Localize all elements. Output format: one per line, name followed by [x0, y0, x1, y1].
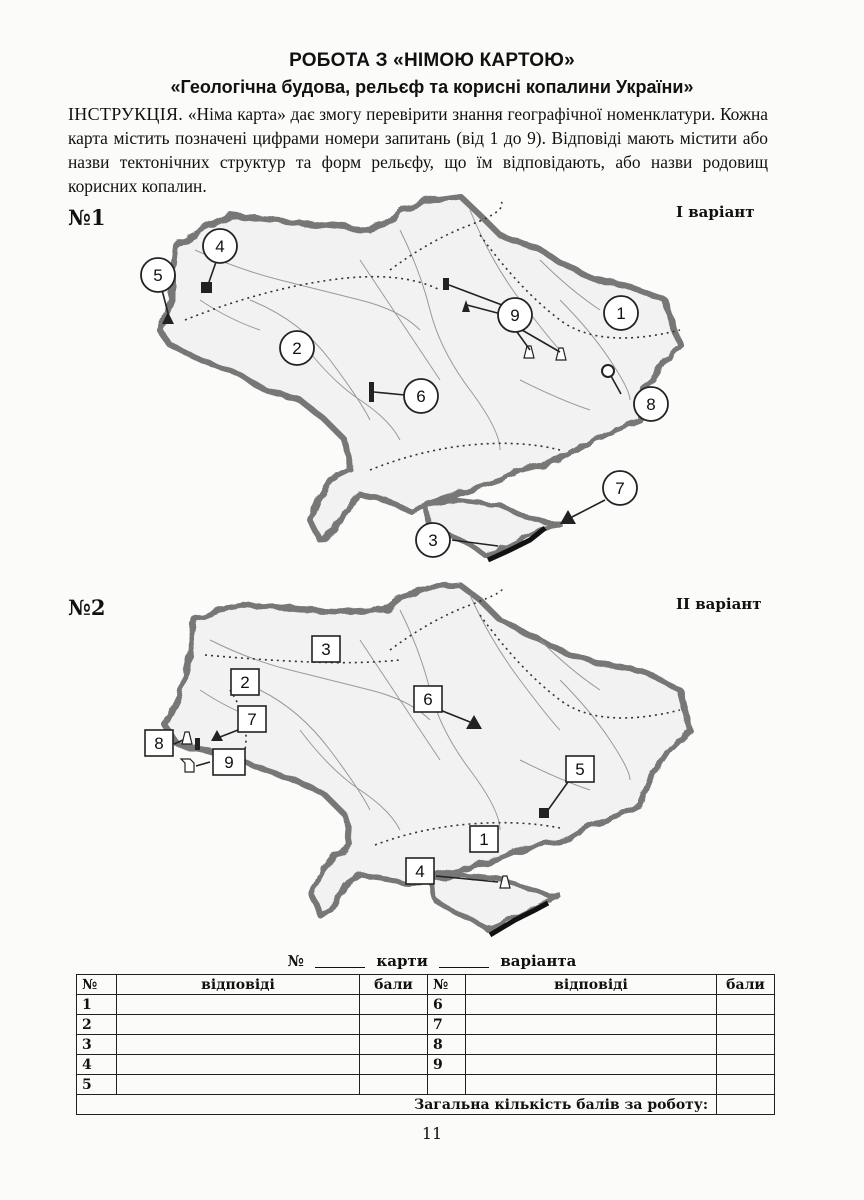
map2-marker-9 — [181, 759, 194, 772]
table-row — [77, 1055, 775, 1075]
map2-label-4: 4 — [415, 862, 425, 881]
answer-cell[interactable] — [117, 1035, 360, 1055]
points-cell[interactable] — [717, 1035, 775, 1055]
map1-marker-4 — [201, 282, 212, 293]
header-answers-right: відповіді — [466, 975, 717, 995]
answer-cell[interactable] — [466, 1075, 717, 1095]
variant-number-blank[interactable] — [439, 953, 489, 968]
map1-label-2: 2 — [292, 339, 302, 358]
form-map-word: карти — [376, 952, 428, 970]
map1-label-1: 1 — [616, 304, 626, 323]
table-total-row — [77, 1095, 775, 1115]
row-number-right — [428, 1075, 466, 1095]
map2-label-1: 1 — [479, 830, 489, 849]
map1-label-3: 3 — [428, 531, 438, 550]
header-number-right: № — [428, 975, 466, 995]
map1-label-7: 7 — [615, 479, 625, 498]
map1-ukraine — [0, 190, 864, 580]
map2-label-7: 7 — [247, 710, 257, 729]
answer-cell[interactable] — [117, 995, 360, 1015]
map2-label-6: 6 — [423, 690, 433, 709]
row-number-left: 2 — [77, 1015, 117, 1035]
points-cell[interactable] — [717, 995, 775, 1015]
answer-cell[interactable] — [117, 1015, 360, 1035]
table-row — [77, 1075, 775, 1095]
points-cell[interactable] — [360, 1035, 428, 1055]
form-prefix: № — [287, 952, 304, 970]
points-cell[interactable] — [360, 1075, 428, 1095]
map2-number: №2 — [68, 595, 106, 620]
map1-label-4: 4 — [215, 237, 225, 256]
map2-label-9: 9 — [224, 753, 234, 772]
page-title: РОБОТА З «НІМОЮ КАРТОЮ» — [289, 50, 575, 71]
points-cell[interactable] — [717, 1015, 775, 1035]
form-variant-word: варіанта — [500, 952, 577, 970]
total-points-cell[interactable] — [717, 1095, 775, 1115]
table-row — [77, 1015, 775, 1035]
instruction-text: «Німа карта» дає змогу перевірити знання географічної номенклатури. Кожна карта містить позначені цифрами номери запитань (від 1 до 9). Відповіді мають містити або назви тектонічних структур та форм рельєфу, що їм відповідають, або назви родовищ корисних копалин. — [68, 104, 768, 196]
answers-table — [76, 974, 775, 1115]
answer-cell[interactable] — [117, 1055, 360, 1075]
page-number: 11 — [421, 1124, 443, 1143]
map1-label-5: 5 — [153, 266, 163, 285]
header-points-right: бали — [717, 975, 775, 995]
points-cell[interactable] — [360, 1015, 428, 1035]
map2-label-5: 5 — [575, 760, 585, 779]
table-header-row — [77, 975, 775, 995]
row-number-right: 6 — [428, 995, 466, 1015]
table-row — [77, 995, 775, 1015]
map1-marker-8 — [602, 365, 614, 377]
row-number-right: 9 — [428, 1055, 466, 1075]
points-cell[interactable] — [360, 995, 428, 1015]
row-number-left: 4 — [77, 1055, 117, 1075]
answer-form-header — [0, 952, 864, 970]
header-answers-left: відповіді — [117, 975, 360, 995]
row-number-left: 1 — [77, 995, 117, 1015]
header-points-left: бали — [360, 975, 428, 995]
map2-label-3: 3 — [321, 640, 331, 659]
map1-label-8: 8 — [646, 395, 656, 414]
map2-ukraine — [0, 575, 864, 945]
map1-number: №1 — [68, 205, 106, 230]
row-number-left: 5 — [77, 1075, 117, 1095]
map1-marker-9a — [443, 278, 449, 290]
answer-cell[interactable] — [466, 1015, 717, 1035]
map2-label-2: 2 — [240, 673, 250, 692]
total-label: Загальна кількість балів за роботу: — [77, 1095, 717, 1115]
header-number-left: № — [77, 975, 117, 995]
answer-cell[interactable] — [466, 1035, 717, 1055]
row-number-left: 3 — [77, 1035, 117, 1055]
map1-label-9: 9 — [510, 306, 520, 325]
answer-cell[interactable] — [466, 1055, 717, 1075]
map-number-blank[interactable] — [315, 953, 365, 968]
points-cell[interactable] — [717, 1075, 775, 1095]
map1-variant: І варіант — [676, 203, 755, 221]
row-number-right: 8 — [428, 1035, 466, 1055]
table-row — [77, 1035, 775, 1055]
instruction-lead: ІНСТРУКЦІЯ. — [68, 104, 184, 124]
map1-marker-6 — [369, 382, 374, 402]
row-number-right: 7 — [428, 1015, 466, 1035]
map1-label-6: 6 — [416, 387, 426, 406]
answer-cell[interactable] — [466, 995, 717, 1015]
instruction-paragraph — [68, 102, 768, 198]
map2-marker-8b — [195, 738, 200, 750]
points-cell[interactable] — [360, 1055, 428, 1075]
answer-cell[interactable] — [117, 1075, 360, 1095]
points-cell[interactable] — [717, 1055, 775, 1075]
map2-variant: ІІ варіант — [676, 595, 762, 613]
page-subtitle: «Геологічна будова, рельєф та корисні копалини України» — [170, 77, 694, 97]
map2-label-8: 8 — [154, 734, 164, 753]
